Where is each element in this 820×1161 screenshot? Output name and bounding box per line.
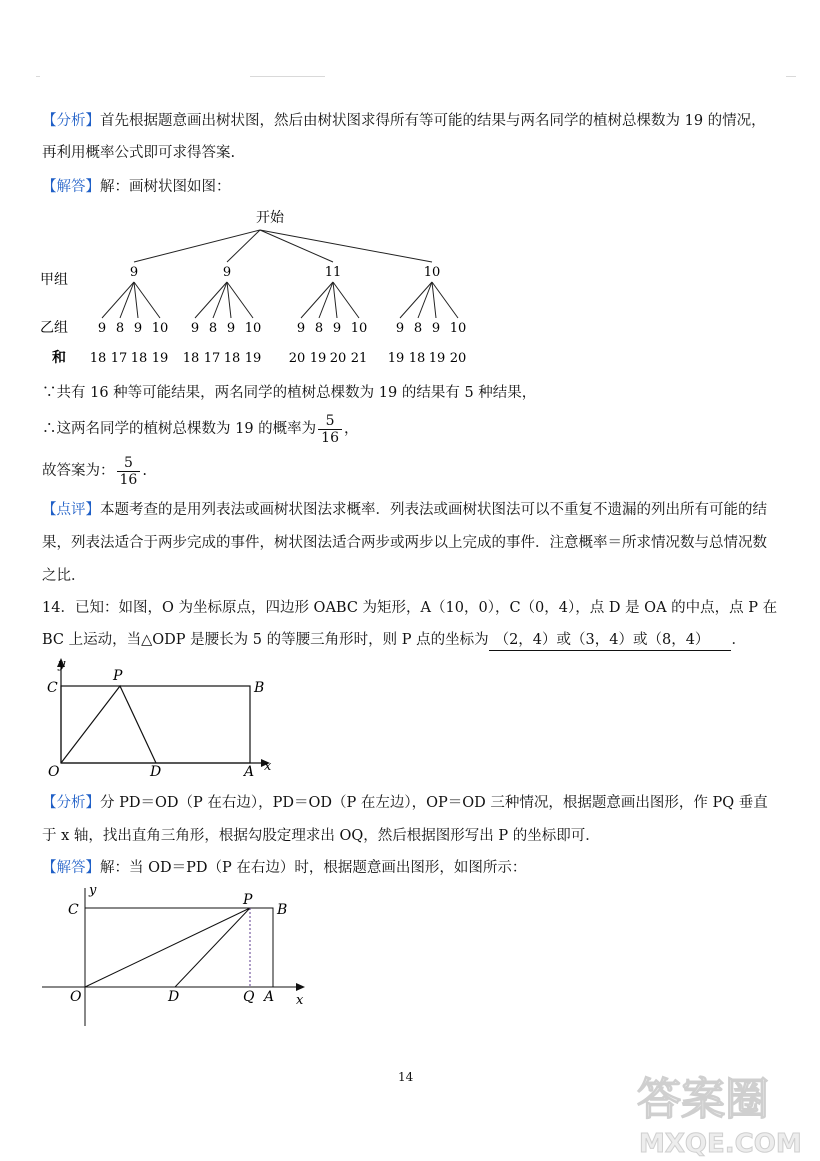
- q14-analysis-tag: 【分析】: [42, 795, 100, 811]
- tree-node-b: 8: [208, 321, 218, 336]
- tree-node-sum: 19: [244, 351, 262, 366]
- q14-answer: （2，4）或（3，4）或（8，4）: [489, 630, 732, 651]
- tree-node-sum: 17: [203, 351, 221, 366]
- q14-solution: [42, 858, 526, 878]
- tree-node-sum: 20: [449, 351, 467, 366]
- tree-edge: [134, 230, 260, 262]
- answer-suffix: .: [142, 463, 147, 479]
- q13-because: ∵共有 16 种等可能结果，两名同学的植树总棵数为 19 的结果有 5 种结果，: [42, 385, 537, 401]
- fig1-label-x: x: [264, 759, 272, 774]
- tree-node-b: 10: [151, 321, 169, 336]
- q14-figure-1: [0, 650, 820, 785]
- header-rule-left: [36, 76, 40, 77]
- tree-diagram: [0, 200, 820, 375]
- tree-node-b: 10: [244, 321, 262, 336]
- tree-node-sum: 18: [408, 351, 426, 366]
- q14-suffix: ．: [731, 632, 746, 648]
- q14-statement: 14．已知：如图，O 为坐标原点，四边形 OABC 为矩形，A（10，0），C（0，4），点 D 是 OA 的中点，点 P 在: [42, 600, 778, 616]
- tree-node-sum: 18: [89, 351, 107, 366]
- q13-analysis: [42, 111, 766, 131]
- fig2-label-y: y: [89, 883, 97, 898]
- tree-edge: [319, 282, 333, 318]
- fig2-label-x: x: [296, 993, 304, 1008]
- therefore-text: ∴这两名同学的植树总棵数为 19 的概率为: [42, 421, 317, 437]
- tree-node-b: 9: [97, 321, 107, 336]
- q14-analysis: [42, 793, 768, 813]
- header-rule-mid: [250, 76, 325, 77]
- tree-node-b: 9: [296, 321, 306, 336]
- q14-solution-tag: 【解答】: [42, 860, 100, 876]
- tree-edge: [120, 282, 134, 318]
- comment-tag: 【点评】: [42, 502, 100, 518]
- answer-fraction: [117, 455, 141, 488]
- fig1-label-P: P: [113, 668, 123, 684]
- tree-edge: [213, 282, 227, 318]
- tree-node-sum: 20: [288, 351, 306, 366]
- fig1-label-A: A: [244, 764, 255, 780]
- tree-root: 开始: [256, 210, 284, 226]
- tree-edge: [260, 230, 432, 262]
- tree-edge: [260, 230, 333, 262]
- tree-node-sum: 19: [387, 351, 405, 366]
- tree-lines: [102, 230, 458, 318]
- answer-numerator: 5: [117, 455, 141, 472]
- fig2-label-D: D: [168, 989, 180, 1005]
- watermark-url: MXQE.COM: [639, 1129, 802, 1157]
- q13-answer: [42, 452, 147, 490]
- fig1-label-B: B: [254, 680, 265, 696]
- tree-label-sum: 和: [52, 350, 66, 366]
- tree-label-a: 甲组: [40, 272, 68, 288]
- tree-node-sum: 19: [309, 351, 327, 366]
- tree-node-b: 9: [226, 321, 236, 336]
- q14-analysis-cont: 于 x 轴，找出直角三角形，根据勾股定理求出 OQ，然后根据图形写出 P 的坐标即可．: [42, 828, 600, 844]
- page-number: 14: [398, 1070, 414, 1084]
- tree-node-b: 10: [449, 321, 467, 336]
- tree-node-a: 10: [423, 265, 441, 280]
- fig2-label-A: A: [264, 989, 275, 1005]
- solution-text: 解：画树状图如图：: [100, 179, 231, 195]
- fig2-label-Q: Q: [243, 989, 255, 1005]
- tree-node-b: 10: [350, 321, 368, 336]
- q13-comment: [42, 500, 767, 520]
- tree-node-sum: 17: [110, 351, 128, 366]
- tree-node-sum: 19: [428, 351, 446, 366]
- tree-node-a: 11: [324, 265, 342, 280]
- comment-text: 本题考查的是用列表法或画树状图法求概率．列表法或画树状图法可以不重复不遗漏的列出所有可能的结: [100, 502, 767, 518]
- q14-analysis-text: 分 PD＝OD（P 在右边），PD＝OD（P 在左边），OP＝OD 三种情况，根据题意画出图形，作 PQ 垂直: [100, 795, 768, 811]
- tree-node-sum: 18: [223, 351, 241, 366]
- tree-edge: [400, 282, 432, 318]
- q13-therefore: [42, 410, 359, 448]
- analysis-tag: 【分析】: [42, 113, 100, 129]
- q13-comment-cont2: 之比．: [42, 568, 86, 584]
- tree-label-b: 乙组: [40, 320, 68, 336]
- tree-node-b: 9: [431, 321, 441, 336]
- watermark-text: 答案圈: [637, 1074, 769, 1125]
- fig1-label-D: D: [150, 764, 162, 780]
- tree-node-sum: 18: [130, 351, 148, 366]
- therefore-suffix: ，: [344, 421, 359, 437]
- answer-denominator: 16: [119, 471, 138, 488]
- q14-statement-cont: [42, 630, 746, 651]
- answer-label: 故答案为：: [42, 463, 115, 479]
- tree-node-b: 8: [413, 321, 423, 336]
- tree-node-b: 9: [190, 321, 200, 336]
- header-rule-right: [786, 76, 796, 77]
- tree-node-sum: 19: [151, 351, 169, 366]
- tree-edge: [195, 282, 227, 318]
- tree-node-a: 9: [129, 265, 139, 280]
- tree-node-b: 9: [332, 321, 342, 336]
- analysis-text: 首先根据题意画出树状图，然后由树状图求得所有等可能的结果与两名同学的植树总棵数为 19 的情况，: [100, 113, 766, 129]
- q13-comment-cont1: 果，列表法适合于两步完成的事件，树状图法适合两步或两步以上完成的事件．注意概率＝所求情况数与总情况数: [42, 535, 767, 551]
- fig1-label-C: C: [47, 680, 58, 696]
- solution-tag: 【解答】: [42, 179, 100, 195]
- watermark-logo: [615, 1062, 815, 1157]
- fig2-label-C: C: [68, 902, 79, 918]
- tree-edge: [301, 282, 333, 318]
- fig2-label-B: B: [277, 902, 288, 918]
- tree-edge: [418, 282, 432, 318]
- tree-nodes: [90, 265, 467, 366]
- q14-figure-2: [0, 880, 820, 1030]
- tree-node-b: 8: [314, 321, 324, 336]
- tree-node-sum: 20: [329, 351, 347, 366]
- fraction-denominator: 16: [321, 429, 339, 446]
- q14-solution-text: 解：当 OD＝PD（P 在右边）时，根据题意画出图形，如图所示：: [100, 860, 527, 876]
- tree-node-a: 9: [222, 265, 232, 280]
- fraction-numerator: 5: [318, 413, 342, 430]
- fig1-label-O: O: [48, 764, 60, 780]
- fig1-label-y: y: [58, 657, 66, 672]
- tree-node-sum: 21: [350, 351, 368, 366]
- fig2-label-P: P: [243, 892, 253, 908]
- q14-text: BC 上运动，当△ODP 是腰长为 5 的等腰三角形时，则 P 点的坐标为: [42, 632, 489, 648]
- tree-edge: [102, 282, 134, 318]
- tree-node-b: 9: [133, 321, 143, 336]
- tree-node-b: 9: [395, 321, 405, 336]
- q13-solution: [42, 177, 231, 197]
- probability-fraction: [318, 413, 342, 446]
- q13-analysis-cont: 再利用概率公式即可求得答案.: [42, 145, 236, 161]
- tree-node-sum: 18: [182, 351, 200, 366]
- tree-node-b: 8: [115, 321, 125, 336]
- fig2-label-O: O: [70, 989, 82, 1005]
- tree-edge: [227, 230, 260, 262]
